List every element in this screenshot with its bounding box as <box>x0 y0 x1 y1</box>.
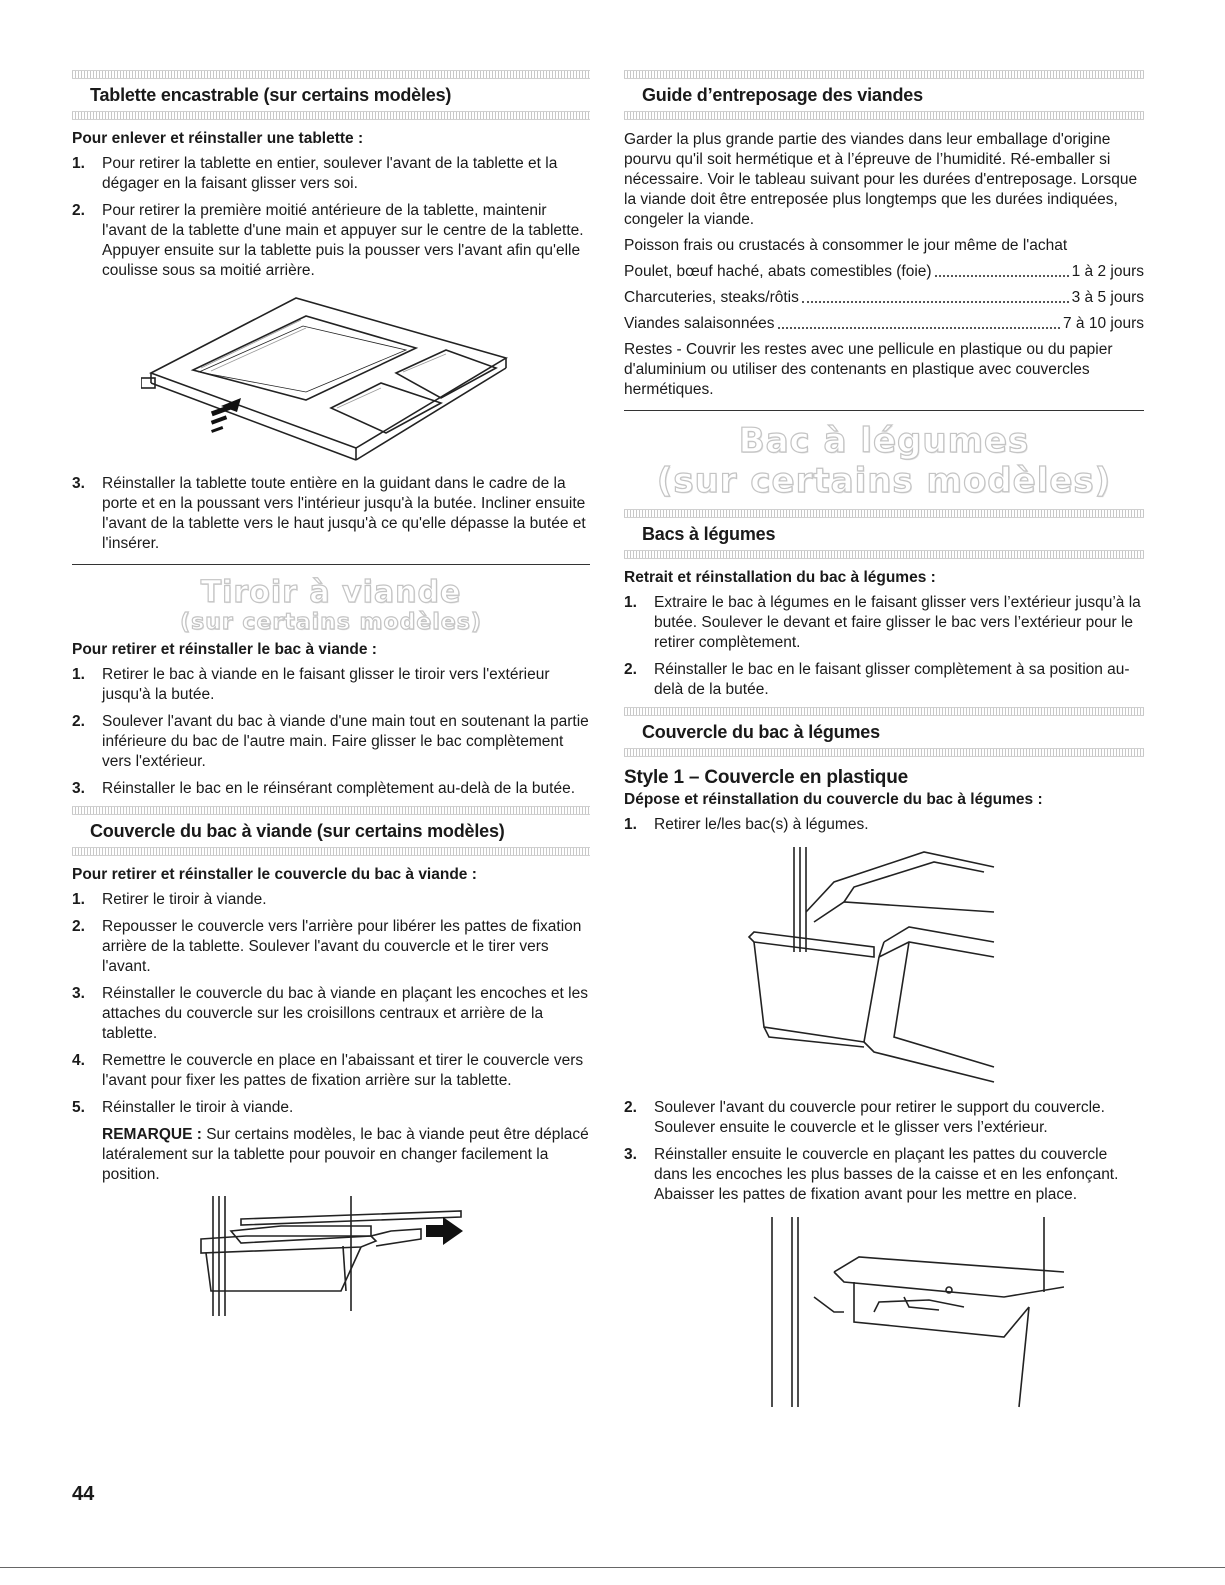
divider <box>72 564 590 565</box>
left-column <box>72 70 590 1327</box>
step-text: Réinstaller le bac en le faisant glisser complètement à sa position au-delà de la butée. <box>654 661 1130 698</box>
dot-leader <box>935 262 1069 277</box>
step-number: 2. <box>624 1099 637 1116</box>
storage-value: 3 à 5 jours <box>1071 289 1144 306</box>
page-number: 44 <box>72 1483 95 1505</box>
step-text: Réinstaller le tiroir à viande. <box>102 1099 294 1116</box>
header-hatch <box>624 707 1144 716</box>
step-text: Repousser le couvercle vers l'arrière pour libérer les pattes de fixation arrière de la tablette. Soulever l'avant du couvercle et le tirer vers l'avant. <box>102 918 582 975</box>
shelf-subhead: Pour enlever et réinstaller une tablette : <box>72 130 364 147</box>
meat-guide-leftovers: Restes - Couvrir les restes avec une pellicule en plastique ou du papier d'aluminium ou utiliser des contenants en plastique avec couvercles hermétiques. <box>624 341 1113 398</box>
meat-drawer-subheading: (sur certains modèles) <box>180 610 482 635</box>
step-number: 1. <box>624 816 637 833</box>
list-item <box>624 660 1144 700</box>
bottom-rule <box>0 1567 1225 1568</box>
meat-drawer-subhead: Pour retirer et réinstaller le bac à viande : <box>72 641 377 658</box>
list-item <box>72 154 590 194</box>
storage-row <box>624 262 1144 282</box>
section-header-meat-guide <box>624 70 1144 120</box>
list-item <box>72 779 590 799</box>
step-text: Réinstaller le couvercle du bac à viande en plaçant les encoches et les attaches du couvercle sur les croisillons centraux et arrière de la tablette. <box>102 985 588 1042</box>
section-header-meat-cover <box>72 806 590 856</box>
list-item <box>72 474 590 554</box>
step-text: Soulever l'avant du couvercle pour retirer le support du couvercle. Soulever ensuite le couvercle et le glisser vers l’extérieur. <box>654 1099 1105 1136</box>
meat-cover-steps <box>72 890 590 1118</box>
header-hatch <box>624 70 1144 79</box>
note-label: REMARQUE : <box>102 1126 202 1143</box>
list-item <box>624 1098 1144 1138</box>
list-item <box>72 665 590 705</box>
list-item <box>72 201 590 281</box>
step-number: 2. <box>72 202 85 219</box>
step-number: 2. <box>72 918 85 935</box>
list-item <box>624 815 1144 835</box>
note-text: Sur certains modèles, le bac à viande peut être déplacé latéralement sur la tablette pour pouvoir en changer facilement la position. <box>102 1126 589 1183</box>
crisper-heading: Bac à légumes <box>738 421 1030 461</box>
section-header-shelf <box>72 70 590 120</box>
step-number: 1. <box>72 155 85 172</box>
crisper-cover-steps-cont <box>624 1098 1144 1205</box>
step-number: 5. <box>72 1099 85 1116</box>
meat-drawer-steps <box>72 665 590 799</box>
step-number: 4. <box>72 1052 85 1069</box>
step-text: Pour retirer la tablette en entier, soulever l'avant de la tablette et la dégager en la faisant glisser vers soi. <box>102 155 558 192</box>
step-text: Pour retirer la première moitié antérieure de la tablette, maintenir l'avant de la tablette d'une main et appuyer sur le centre de la tablette. Appuyer ensuite sur la tablette puis la pousser vers l'avant afin qu'elle coulisse sous sa moitié arrière. <box>102 202 584 279</box>
list-item <box>624 593 1144 653</box>
storage-label: Viandes salaisonnées <box>624 315 775 332</box>
header-hatch <box>624 509 1144 518</box>
step-text: Retirer le tiroir à viande. <box>102 891 267 908</box>
section-header-crisper-cover <box>624 707 1144 757</box>
step-text: Réinstaller la tablette toute entière en la guidant dans le cadre de la porte et en la poussant vers l'intérieur jusqu'à la butée. Incliner ensuite l'avant de la tablette vers le haut jusqu'à ce qu'elle dépasse la butée et l'insérer. <box>102 475 586 552</box>
step-text: Extraire le bac à légumes en le faisant glisser vers l’extérieur jusqu’à la butée. Soulever le devant et faire glisser le bac vers l’extérieur pour le retirer complètement. <box>654 594 1141 651</box>
header-hatch <box>72 806 590 815</box>
divider <box>624 410 1144 411</box>
list-item <box>72 1051 590 1091</box>
storage-row <box>624 314 1144 334</box>
step-text: Soulever l'avant du bac à viande d'une main tout en soutenant la partie inférieure du bac de l'autre main. Faire glisser le bac complètement vers l'extérieur. <box>102 713 589 770</box>
crisper-subhead: Retrait et réinstallation du bac à légumes : <box>624 569 936 586</box>
meat-drawer-illustration <box>181 1191 481 1321</box>
storage-value: 1 à 2 jours <box>1071 263 1144 280</box>
header-hatch <box>624 111 1144 120</box>
list-item <box>624 1145 1144 1205</box>
section-title: Couvercle du bac à légumes <box>642 722 880 742</box>
header-hatch <box>72 70 590 79</box>
step-number: 3. <box>72 780 85 797</box>
meat-cover-subhead: Pour retirer et réinstaller le couvercle du bac à viande : <box>72 866 477 883</box>
crisper-illustration <box>734 842 1034 1092</box>
arrow-right-icon <box>426 1217 463 1245</box>
crisper-cover-subhead: Dépose et réinstallation du couvercle du bac à légumes : <box>624 791 1043 808</box>
shelf-steps-cont <box>72 474 590 554</box>
meat-drawer-heading: Tiroir à viande <box>200 575 462 610</box>
list-item <box>72 890 590 910</box>
step-number: 3. <box>72 985 85 1002</box>
crisper-steps <box>624 593 1144 700</box>
section-header-crisper <box>624 509 1144 559</box>
step-number: 2. <box>72 713 85 730</box>
step-number: 1. <box>624 594 637 611</box>
step-text: Retirer le/les bac(s) à légumes. <box>654 816 869 833</box>
step-text: Réinstaller ensuite le couvercle en plaçant les pattes du couvercle dans les encoches les plus basses de la caisse et en les enfonçant. Abaisser les pattes de fixation avant pour les mettre en place. <box>654 1146 1119 1203</box>
list-item <box>72 712 590 772</box>
step-number: 1. <box>72 891 85 908</box>
note-paragraph <box>72 1125 590 1185</box>
right-column <box>624 70 1144 1418</box>
crisper-subheading: (sur certains modèles) <box>656 461 1112 501</box>
section-title: Couvercle du bac à viande (sur certains modèles) <box>90 821 505 841</box>
shelf-illustration <box>141 288 521 468</box>
list-item <box>72 984 590 1044</box>
list-item <box>72 1098 590 1118</box>
step-number: 3. <box>72 475 85 492</box>
step-text: Réinstaller le bac en le réinsérant complètement au-delà de la butée. <box>102 780 576 797</box>
storage-label: Charcuteries, steaks/rôtis <box>624 289 799 306</box>
style-title: Style 1 – Couvercle en plastique <box>624 767 908 788</box>
list-item <box>72 917 590 977</box>
header-hatch <box>624 550 1144 559</box>
shelf-steps <box>72 154 590 281</box>
header-hatch <box>624 748 1144 757</box>
header-hatch <box>72 111 590 120</box>
storage-value: 7 à 10 jours <box>1063 315 1144 332</box>
section-title: Guide d’entreposage des viandes <box>642 85 923 105</box>
step-number: 3. <box>624 1146 637 1163</box>
meat-guide-intro: Garder la plus grande partie des viandes dans leur emballage d'origine pourvu qu'il soit hermétique et à l’épreuve de l’humidité. Ré-emballer si nécessaire. Voir le tableau suivant pour les durées d'entreposage. Lorsque la viande doit être entreposée plus longtemps que les durées indiquées, congeler la viande. <box>624 131 1138 228</box>
storage-row <box>624 288 1144 308</box>
step-text: Remettre le couvercle en place en l'abaissant et tirer le couvercle vers l'avant pour fixer les pattes de fixation arrière sur la tablette. <box>102 1052 584 1089</box>
crisper-cover-illustration <box>704 1212 1064 1412</box>
section-title: Tablette encastrable (sur certains modèles) <box>90 85 452 105</box>
step-number: 1. <box>72 666 85 683</box>
crisper-cover-steps <box>624 815 1144 835</box>
dot-leader <box>802 288 1069 303</box>
dot-leader <box>778 314 1060 329</box>
meat-guide-fish: Poisson frais ou crustacés à consommer le jour même de l'achat <box>624 237 1068 254</box>
step-number: 2. <box>624 661 637 678</box>
storage-label: Poulet, bœuf haché, abats comestibles (foie) <box>624 263 932 280</box>
section-title: Bacs à légumes <box>642 524 776 544</box>
step-text: Retirer le bac à viande en le faisant glisser le tiroir vers l'extérieur jusqu'à la butée. <box>102 666 550 703</box>
header-hatch <box>72 847 590 856</box>
